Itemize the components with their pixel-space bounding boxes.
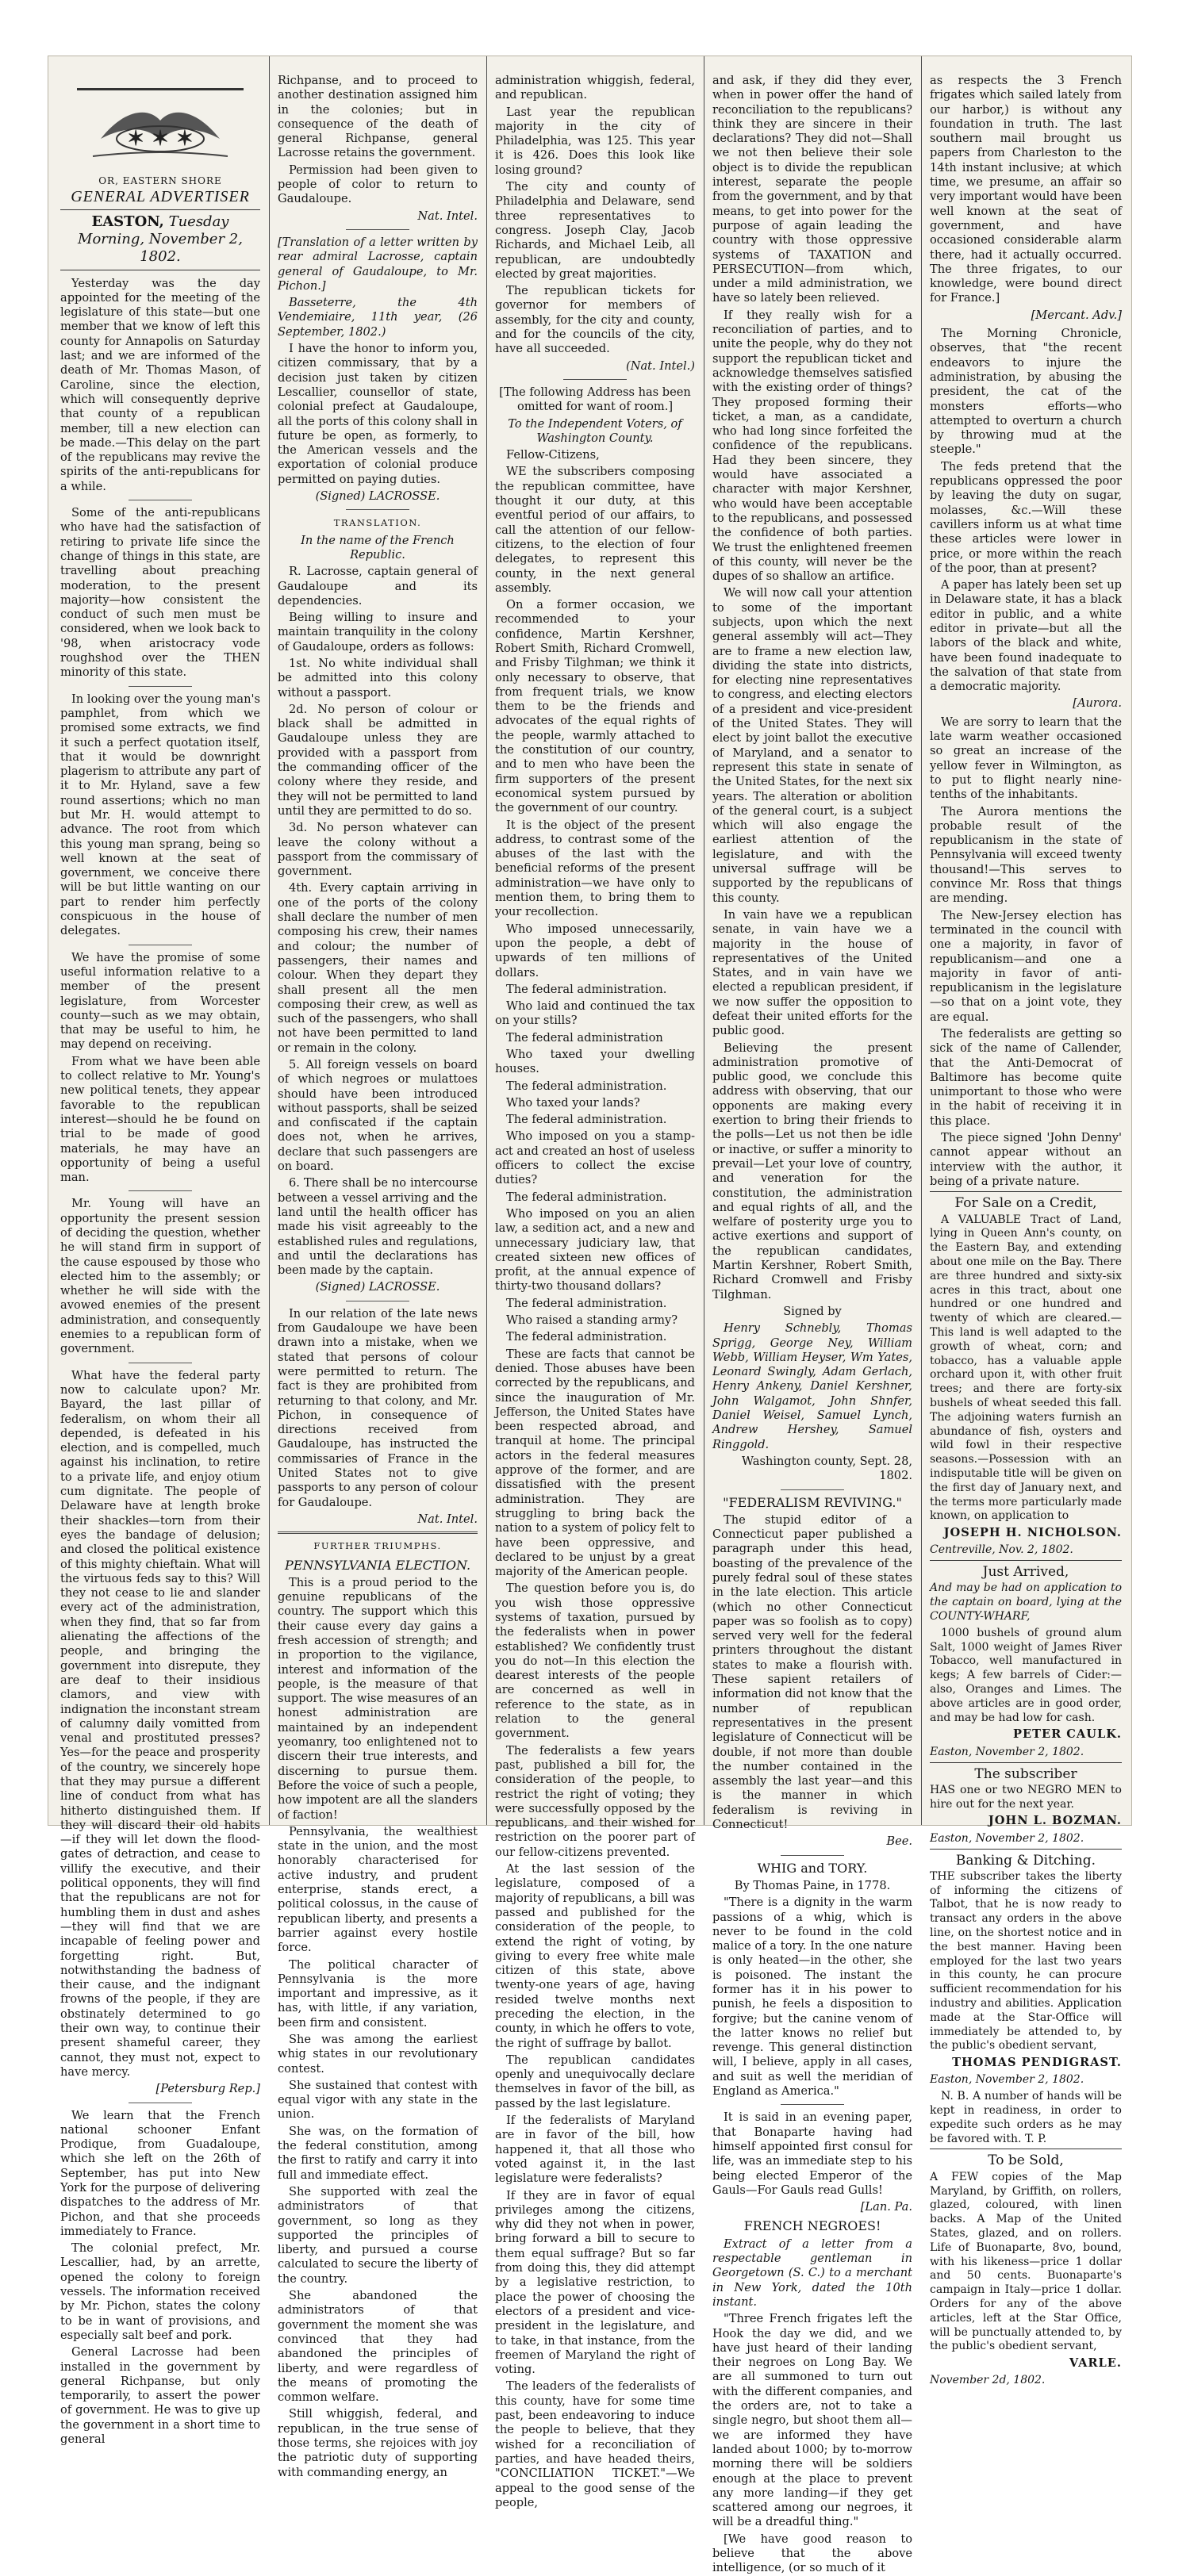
- article-paragraph: "There is a dignity in the warm passions of a whig, which is never to be found in the cold malice of a tory. In the one nature is only heated—in the other, she is poisoned. The instant the former has it in his power to punish, he feels a disposition to forgive; but the canine venom of the latter knows no relief but revenge. This general distinction will, I believe, apply in all cases, and suit as well the meridian of England as America.": [712, 1896, 912, 2099]
- source-attribution: Nat. Intel.: [417, 209, 478, 223]
- article-paragraph: [We have good reason to believe that the above intelligence, (or so much of it: [712, 2532, 912, 2575]
- signed-by: Signed by: [783, 1304, 842, 1318]
- article-paragraph: as respects the 3 French frigates which sailed lately from our harbor,) is without any foundation in truth. The last southern mail brought us papers from Charleston to the 14th instant inclusive; at which time, we presume, an affair so very important would have been well known at the seat of government, and have occasioned considerable alarm there, had it actually occurred. The three frigates, to our knowledge, were bound direct for France.]: [930, 74, 1122, 305]
- article-paragraph: Mr. Young will have an opportunity the present session of deciding the question, whether he will stand firm in support of the cause espoused by those who elected him to the assembly; or whether he will side with the avowed enemies of the present administration, and consequently enemies to a republican form of government.: [60, 1197, 260, 1356]
- article-paragraph: Richpanse, and to proceed to another destination assigned him in the colonies; but in consequence of the death of general Richpanse, general Lacrosse retains the government.: [278, 74, 478, 160]
- proclamation-heading: In the name of the French Republic.: [301, 533, 455, 562]
- article-paragraph: Last year the republican majority in the city of Philadelphia, was 125. This year it is 426. Does this look like losing ground?: [495, 105, 695, 177]
- article-paragraph: She sustained that contest with equal vigor with any state in the union.: [278, 2078, 478, 2122]
- ad-heading: Just Arrived,: [982, 1564, 1069, 1581]
- ad-advertiser: JOSEPH H. NICHOLSON.: [943, 1526, 1122, 1540]
- letter-intro: [Translation of a letter written by rear admiral Lacrosse, captain general of Gaudaloupe, to Mr. Pichon.]: [278, 235, 478, 293]
- article-paragraph: We learn that the French national schooner Enfant Prodique, from Guadaloupe, which she left on the 26th of September, has put into New York for the purpose of delivering dispatches to the address of Mr. Pichon, and that she proceeds immediately to France.: [60, 2108, 260, 2238]
- signers-list: Henry Schnebly, Thomas Sprigg, George Ney, William Webb, William Heyser, Wm Yates, Leonard Swingly, Adam Gerlach, Henry Ankeny, Daniel Kershner, John Walgamot, John Shnfer, Daniel Weisel, Samuel Lynch, Andrew Hershey, Samuel Ringgold.: [712, 1321, 912, 1451]
- answer-line: The federal administration.: [506, 1296, 667, 1310]
- dateline-place: EASTON,: [91, 213, 164, 230]
- answer-line: The federal administration.: [506, 1079, 667, 1093]
- article-paragraph: The stupid editor of a Connecticut paper published a paragraph under this head, boasting of the prevalence of the purely fedral soul of these states in the late election. This article (which no other Connecticut paper was so foolish as to copy) served very well for the federal printers throughout the distant states to make a flourish with. These sapient retailers of information did not know that the number of republican representatives in the present legislature of Connecticut will be double, if not more than double the number contained in the assembly the last year—and this is the manner in which federalism is reviving in Connecticut!: [712, 1512, 912, 1832]
- article-paragraph: This is a proud period to the genuine republicans of the country. The support which this their cause every day gains a fresh accession of strength; and in proportion to the vigilance, interest and information of the people, is the measure of that support. The wise measures of an honest administration are maintained by an independent yeomanry, too enlightened not to discern their true interests, and discerning to pursue them. Before the voice of such a people, how impotent are all the slanders of faction!: [278, 1575, 478, 1822]
- article-paragraph: Pennsylvania, the wealthiest state in the union, and the most honorably characterised for active industry, and prudent enterprise, stands erect, a political colossus, in the cause of republican liberty, and presents a barrier against every hostile force.: [278, 1824, 478, 1955]
- article-paragraph: At the last session of the legislature, composed of a majority of republicans, a bill was passed and published for the consideration of the people, to extend the right of voting, by giving to every free white male citizen of this state, above twenty-one years of age, having resided twelve months next preceding the election, in the county, in which he offers to vote, the right of suffrage by ballot.: [495, 1862, 695, 2050]
- column-4: [712, 74, 912, 2575]
- question-line: Who taxed your lands?: [506, 1095, 640, 1110]
- ad-heading: Banking & Ditching.: [955, 1852, 1096, 1869]
- section-heading: TRANSLATION.: [333, 517, 422, 529]
- ad-date: November 2d, 1802.: [930, 2374, 1046, 2387]
- ad-heading: To be Sold,: [988, 2152, 1064, 2169]
- svg-text:✶ ✶ ✶: ✶ ✶ ✶: [127, 127, 194, 151]
- divider: [346, 509, 410, 510]
- article-paragraph: In our relation of the late news from Gaudaloupe we have been drawn into a mistake, when we stated that persons of colour were permitted to return. The fact is they are prohibited from returning to that colony, and Mr. Pichon, in consequence of directions received from Gaudaloupe, has instructed the commissaries of France in the United States not to give passports to any person of colour for Gaudaloupe.: [278, 1306, 478, 1509]
- article-paragraph: The Aurora mentions the probable result of the republicanism in the state of Pennsylvania will exceed twenty thousand!—This serves to convince Mr. Ross that things are mending.: [930, 804, 1122, 906]
- article-paragraph: Still whiggish, federal, and republican, in the true sense of those terms, she rejoices with joy the patriotic duty of supporting with commanding energy, an: [278, 2407, 478, 2479]
- column-3: [495, 74, 695, 2509]
- address-date: Washington county, Sept. 28, 1802.: [742, 1454, 912, 1483]
- article-paragraph: The New-Jersey election has terminated in the council with one a majority, in favor of republicanism—and one a majority in favor of anti-republicanism in the legislature—so that on a joint vote, they are equal.: [930, 908, 1122, 1024]
- article-paragraph: We will now call your attention to some of the important subjects, upon which the next general assembly will act—They are to frame a new election law, dividing the state into districts, for electing nine representatives to congress, and electing electors of a president and vice-president of the United States. They will elect by joint ballot the executive of Maryland, and a senator to represent this state in senate of the United States, for the next six years. The alteration or abolition of the general court, is a subject which will also engage the earliest attention of the legislature, and with the universal suffrage will be supported by the republicans of this county.: [712, 586, 912, 905]
- ad-date: Centreville, Nov. 2, 1802.: [930, 1543, 1073, 1557]
- ad-intro: And may be had on application to the captain on board, lying at the COUNTY-WHARF,: [930, 1581, 1122, 1623]
- source-attribution: (Nat. Intel.): [626, 358, 695, 373]
- article-paragraph: 3d. No person whatever can leave the colony without a passport from the commissary of government.: [278, 821, 478, 879]
- ad-body: HAS one or two NEGRO MEN to hire out for the next year.: [930, 1783, 1122, 1811]
- article-paragraph: The Morning Chronicle, observes, that "the recent endeavors to injure the administration, by abusing the president, the cat of the monsters efforts—who attempted to overturn a church by throwing mud at the steeple.": [930, 327, 1122, 457]
- article-headline: WHIG and TORY.: [757, 1860, 868, 1876]
- article-paragraph: Yesterday was the day appointed for the meeting of the legislature of this state—but one member that we know of left this county for Annapolis on Saturday last; and we are informed of the death of Mr. Thomas Mason, of Caroline, since the election, which will consequently deprive that county of a republican member, till a new election can be made.—This delay on the part of the republicans may revive the spirits of the anti-republicans for a while.: [60, 276, 260, 493]
- letter-place: Basseterre, the 4th Vendemiaire, 11th year, (26 September, 1802.): [278, 296, 478, 339]
- article-paragraph: I have the honor to inform you, citizen commissary, that by a decision just taken by citizen Lescallier, counsellor of state, colonial prefect at Gaudaloupe, all the ports of this colony shall in future be open, as formerly, to the American vessels and the exportation of colonial produce permitted on paying duties.: [278, 342, 478, 486]
- column-1: [60, 74, 261, 2447]
- article-paragraph: 5. All foreign vessels on board of which negroes or mulattoes should have been introduced without passports, shall be seized and confiscated if the captain does not, when he arrives, declare that such passengers are on board.: [278, 1058, 478, 1174]
- answer-line: The federal administration: [506, 1030, 663, 1045]
- source-attribution: [Petersburg Rep.]: [155, 2082, 260, 2096]
- dateline-date: Tuesday Morning, November 2, 1802.: [78, 213, 243, 265]
- ad-advertiser: VARLE.: [1069, 2356, 1122, 2371]
- article-paragraph: What have the federal party now to calculate upon? Mr. Bayard, the last pillar of federalism, on whom their all depended, is defeated in his election, and is compelled, much against his inclination, to retire to a private life, and enjoy otium cum dignitate. The people of Delaware have at length broke their shackles—torn from their eyes the bandage of delusion; and closed the political existence of this mighty chieftain. What will the virtuous feds say to this? Will they not cease to lie and slander every act of the administration, when they find, that so far from alienating the affections of the people, and bringing the government into disrepute, they are deaf to their insidious clamors, and view with indignation the inconstant stream of calumny daily vomitted from venal and prostituted presses? Yes—for the peace and prosperity of the country, we sincerely hope that they may pursue a different line of conduct from what has hitherto distinguished them. If they will discard their old habits—if they will let down the flood-gates of detraction, and cease to villify the executive, and their political opponents, they will find that the republicans are not for humbling them in dust and ashes—they will find that we are incapable of feeling power and forgetting right. But, notwithstanding the badness of their cause, and the indignant frowns of the people, if they are obstinately determined to go their own way, to continue their present shameful career, they cannot, they must not, expect to have mercy.: [60, 1368, 260, 2079]
- article-paragraph: It is said in an evening paper, that Bonaparte having had himself appointed first consul for life, was an immediate step to his being elected Emperor of the Gauls—For Gauls read Gulls!: [712, 2110, 912, 2197]
- article-paragraph: In vain have we a republican senate, in vain have we a majority in the house of representatives of the United States, and in vain have we elected a republican president, if we now suffer the opposition to defeat their united efforts for the public good.: [712, 907, 912, 1038]
- article-paragraph: On a former occasion, we recommended to your confidence, Martin Kershner, Robert Smith, Richard Cromwell, and Frisby Tilghman; we think it only necessary to observe, that from frequent trials, we know them to be the friends and advocates of the equal rights of the people, warmly attached to the constitution of our country, and to men who have been the firm supporters of the present economical system pursued by the government of our country.: [495, 598, 695, 815]
- source-attribution: Nat. Intel.: [417, 1512, 478, 1526]
- answer-line: The federal administration.: [506, 1113, 667, 1127]
- ad-body: A FEW copies of the Map Maryland, by Griffith, on rollers, glazed, coloured, with linen backs. A Map of the United States, glazed, and on rollers. Life of Buonaparte, 8vo, bound, with his likeness—price 1 dollar and 50 cents. Buonaparte's campaign in Italy—price 1 dollar. Orders for any of the above articles, left at the Star Office, will be punctually attended to, by the public's obedient servant,: [930, 2170, 1122, 2353]
- article-paragraph: The republican candidates openly and unequivocally declare themselves in favor of the bill, as passed by the last legislature.: [495, 2053, 695, 2110]
- article-paragraph: The question before you is, do you wish those oppressive systems of taxation, pursued by the federalists when in power established? We confidently trust you do not—In this election the dearest interests of the people are concerned as well in reference to the state, as in relation to the general government.: [495, 1581, 695, 1741]
- article-paragraph: These are facts that cannot be denied. Those abuses have been corrected by the republicans, and since the inauguration of Mr. Jefferson, the United States have been respected abroad, and tranquil at home. The principal actors in the federal measures approve of the former, and are dissatisfied with the present administration. They are struggling to bring back the nation to a system of policy felt to have been oppressive, and declared to be unjust by a great majority of the American people.: [495, 1347, 695, 1579]
- advertisement-banking: [930, 1849, 1122, 2147]
- ad-date: Easton, November 2, 1802.: [930, 1831, 1084, 1845]
- dateline: [60, 209, 260, 270]
- ad-body: A VALUABLE Tract of Land, lying in Queen Ann's county, on the Eastern Bay, and extending about one mile on the Bay. There are three hundred and sixty-six acres in this tract, about one hundred or one hundred and twenty of which are cleared.—This land is well adapted to the growth of wheat, corn; and tobacco, has a valuable apple orchard upon it, with other fruit trees; and there are forty-six bushels of wheat seeded this fall. The adjoining waters furnish an abundance of fish, oysters and wild fowl in their respective seasons.—Possession with an indisputable title will be given on the first day of January next, and the terms more particularly made known, on application to: [930, 1213, 1122, 1523]
- article-paragraph: The leaders of the federalists of this county, have for some time past, been endeavoring to induce the people to believe, that they wished for a reconciliation of parties, and have headed theirs, "CONCILIATION TICKET."—We appeal to the good sense of the people,: [495, 2379, 695, 2509]
- article-headline: "FEDERALISM REVIVING.": [723, 1494, 902, 1510]
- ad-advertiser: JOHN L. BOZMAN.: [988, 1814, 1122, 1828]
- double-rule: [278, 1531, 478, 1534]
- article-paragraph: The colonial prefect, Mr. Lescallier, had, by an arrette, opened the colony to foreign vessels. The information received by Mr. Pichon, states the colony to be in want of provisions, and especially salt beef and pork.: [60, 2241, 260, 2342]
- divider: [129, 686, 193, 687]
- divider: [781, 1855, 845, 1856]
- article-paragraph: It is the object of the present address, to contrast some of the abuses of the last with the beneficial reforms of the present administration—we have only to mention them, to bring them to your recollection.: [495, 818, 695, 919]
- question-line: Who imposed on you an alien law, a sedition act, and a new and unnecessary judiciary law, that created sixteen new offices of profit, at the annual expence of thirty-two thousand dollars?: [495, 1206, 695, 1294]
- answer-line: The federal administration.: [506, 982, 667, 996]
- advertisement-hire: [930, 1762, 1122, 1846]
- answer-line: The federal administration.: [506, 1330, 667, 1344]
- ad-heading: The subscriber: [974, 1765, 1077, 1782]
- article-paragraph: If they are in favor of equal privileges among the citizens, why did they not when in power, bring forward a bill to secure to them equal suffrage? But so far from doing this, they did attempt by a legislative restriction, to place the power of choosing the electors of a president and vice-president in the legislature, and to take, in that instance, from the freemen of Maryland the right of voting.: [495, 2188, 695, 2377]
- article-paragraph: 4th. Every captain arriving in one of the ports of the colony shall declare the number of men composing his crew, their names and colour; the number of passengers, their names and colour. When they depart they shall present all the men composing their crew, as well as such of the passengers, who shall not have been permitted to land or remain in the colony.: [278, 881, 478, 1055]
- article-paragraph: Who imposed unnecessarily, upon the people, a debt of upwards of ten millions of dollars.: [495, 922, 695, 979]
- masthead-title: GENERAL ADVERTISER: [71, 188, 250, 206]
- article-headline: PENNSYLVANIA ELECTION.: [284, 1557, 471, 1573]
- column-rule: [269, 56, 270, 1825]
- article-paragraph: If they really wish for a reconciliation of parties, and to unite the people, why do they not support the republican ticket and acknowledge themselves satisfied with the existing order of things? They proposed forming their ticket, a man, as a candidate, who had long since forfeited the confidence of the republicans. Had they been sincere, they would have associated a character with major Kershner, who would have been acceptable to the republicans, and possessed the confidence of both parties. We trust the enlightened freemen of this county, will never be the dupes of so shallow an artifice.: [712, 308, 912, 584]
- masthead: [60, 77, 260, 205]
- divider: [781, 2104, 845, 2105]
- article-paragraph: The federalists are getting so sick of the name of Callender, that the Anti-Democrat of Baltimore has become quite unimportant to those who were in the habit of receiving it in this place.: [930, 1027, 1122, 1128]
- signature: (Signed) LACROSSE.: [315, 1280, 440, 1294]
- salutation: Fellow-Citizens,: [506, 448, 600, 462]
- ad-date: Easton, November 2, 1802.: [930, 1745, 1084, 1758]
- article-paragraph: General Lacrosse had been installed in the government by general Richpanse, but only temporarily, to assert the power of government. He was to give up the government in a short time to general: [60, 2345, 260, 2447]
- divider: [346, 229, 410, 230]
- column-rule: [921, 56, 922, 1825]
- question-line: Who imposed on you a stamp-act and created an host of useless officers to collect the excise duties?: [495, 1129, 695, 1187]
- ad-advertiser: PETER CAULK.: [1013, 1727, 1122, 1742]
- newspaper-page: [48, 56, 1132, 2575]
- article-paragraph: We are sorry to learn that the late warm weather occasioned so great an increase of the yellow fever in Wilmington, as to put to flight nearly nine-tenths of the inhabitants.: [930, 715, 1122, 802]
- article-headline: FRENCH NEGROES!: [743, 2218, 881, 2234]
- question-line: Who laid and continued the tax on your stills?: [495, 999, 695, 1028]
- article-paragraph: Believing the present administration promotive of public good, we conclude this address with observing, that our opponents are making every exertion to bring their friends to the polls—Let us not then be idle or inactive, or suffer a minority to prevail—Let your love of country, and veneration for the constitution, the administration and equal rights of all, and the welfare of posterity urge you to active exertions and support of the republican candidates, Martin Kershner, Robert Smith, Richard Cromwell and Frisby Tilghman.: [712, 1041, 912, 1301]
- ad-body: 1000 bushels of ground alum Salt, 1000 weight of James River Tobacco, well manufactured in kegs; A few barrels of Cider:—also, Oranges and Limes. The above articles are in good order, and may be had low for cash.: [930, 1626, 1122, 1724]
- article-paragraph: 6. There shall be no intercourse between a vessel arriving and the land until the health officer has made his visit agreeably to the established rules and regulations, and until the declarations has been made by the captain.: [278, 1176, 478, 1278]
- source-attribution: Bee.: [886, 1834, 912, 1849]
- question-line: Who raised a standing army?: [506, 1313, 678, 1328]
- article-paragraph: and ask, if they did they ever, when in power offer the hand of reconciliation to the republicans? think they are sincere in their declarations? They did not—Shall we not then believe their sole object is to divide the republican interest, separate the people from the government, and by that means, to get into power for the purpose of again leading the country with those oppressive systems of TAXATION and PERSECUTION—from which, under a mild administration, we have so lately been relieved.: [712, 74, 912, 305]
- ad-note: N. B. A number of hands will be kept in readiness, in order to expedite such orders as he may be favored with. T. P.: [930, 2090, 1122, 2145]
- article-paragraph: A paper has lately been set up in Delaware state, it has a black editor in public, and a white editor in private—but all the labors of the black and white, have been found inadequate to the salvation of that state from a democratic majority.: [930, 578, 1122, 694]
- ad-date: Easton, November 2, 1802.: [930, 2073, 1084, 2087]
- answer-line: The federal administration.: [506, 1190, 667, 1204]
- question-line: Who taxed your dwelling houses.: [495, 1048, 695, 1076]
- advertisement-land: [930, 1191, 1122, 1558]
- divider: [129, 1190, 193, 1191]
- article-paragraph: R. Lacrosse, captain general of Gaudaloupe and its dependencies.: [278, 565, 478, 608]
- source-attribution: [Mercant. Adv.]: [1031, 308, 1122, 322]
- article-paragraph: The federalists a few years past, published a bill for, the consideration of the people, to restrict the right of voting; they were successfully opposed by the republicans, and their wished for restriction on the poorer part of our fellow-citizens prevented.: [495, 1743, 695, 1859]
- article-paragraph: Some of the anti-republicans who have had the satisfaction of retiring to private life since the change of things in this state, are travelling about preaching moderation, to the present majority—how consistent the conduct of such men must be considered, when we look back to '98, when aristocracy vode roughshod over the THEN minority of this state.: [60, 506, 260, 680]
- section-heading: FURTHER TRIUMPHS.: [313, 1540, 442, 1552]
- source-attribution: [Aurora.: [1073, 696, 1122, 711]
- article-paragraph: 2d. No person of colour or black shall be admitted in Gaudaloupe unless they are provided with a passport from the commanding officer of the colony where they reside, and they will not be permitted to land until they are permitted to do so.: [278, 702, 478, 818]
- advertisement-maps: [930, 2149, 1122, 2388]
- divider: [563, 379, 628, 380]
- star-eagle-masthead-icon: [77, 77, 244, 172]
- article-paragraph: She was among the earliest whig states in our revolutionary contest.: [278, 2033, 478, 2076]
- column-rule: [486, 56, 487, 1825]
- article-paragraph: If the federalists of Maryland are in favor of the bill, how happened it, that all those who voted against it, in the last legislature were federalists?: [495, 2114, 695, 2186]
- ad-advertiser: THOMAS PENDIGRAST.: [952, 2056, 1122, 2070]
- article-paragraph: The city and county of Philadelphia and Delaware, send three representatives to congress. Joseph Clay, Jacob Richards, and Michael Leib, all republican, are undoubtedly elected by great majorities.: [495, 180, 695, 281]
- article-paragraph: In looking over the young man's pamphlet, from which we promised some extracts, we find it such a perfect quotation itself, that it would be downright plagerism to attribute any part of it to Mr. Hyland, save a few round assertions; which no man but Mr. H. would attempt to advance. The root from which this young man sprang, being so well known at the seat of government, we conceive there will be but little wanting on our part to render him perfectly conspicuous in the house of delegates.: [60, 692, 261, 938]
- article-paragraph: Being willing to insure and maintain tranquility in the colony of Gaudaloupe, orders as follows:: [278, 611, 478, 654]
- ad-heading: For Sale on a Credit,: [954, 1195, 1097, 1212]
- article-paragraph: She was, on the formation of the federal constitution, among the first to ratify and carry it into full and immediate effect.: [278, 2124, 478, 2182]
- address-heading: To the Independent Voters, of Washington County.: [508, 416, 682, 445]
- ad-body: THE subscriber takes the liberty of informing the citizens of Talbot, that he is now ready to transact any orders in the above line, on the shortest notice and in the best manner. Having been employed for the last two years in this county, he can procure sufficient recommendation for his industry and abilities. Application made at the Star-Office will immediately be attended to, by the public's obedient servant,: [930, 1869, 1122, 2053]
- divider: [781, 1489, 845, 1490]
- article-paragraph: "Three French frigates left the Hook the day we did, and we have just heard of their landing their negroes on Long Bay. We are all summoned to turn out with the different companies, and the orders are, not to take a single negro, but shoot them all—we are informed they have landed about 1000; by to-morrow morning there will be soldiers enough at the place to prevent any more landing—if they get scattered among our negroes, it will be a dreadful thing.": [712, 2312, 912, 2529]
- column-2: [278, 74, 478, 2479]
- article-paragraph: The feds pretend that the republicans oppressed the poor by leaving the duty on sugar, molasses, &c.—Will these cavillers inform us at what time these articles were lower in price, or more within the reach of the poor, than at present?: [930, 459, 1122, 575]
- article-paragraph: The piece signed 'John Denny' cannot appear without an interview with the author, it being of a private nature.: [930, 1131, 1122, 1188]
- letter-intro: Extract of a letter from a respectable gentleman in Georgetown (S. C.) to a merchant in New York, dated the 10th instant.: [712, 2237, 912, 2309]
- article-paragraph: She supported with zeal the administrators of that government, so long as they supported the principles of liberty, and pursued a course calculated to secure the liberty of the country.: [278, 2184, 478, 2286]
- column-5: [930, 74, 1122, 2387]
- article-paragraph: 1st. No white individual shall be admitted into this colony without a passport.: [278, 656, 478, 700]
- editor-note: [The following Address has been omitted for want of room.]: [499, 385, 691, 414]
- article-paragraph: She abandoned the administrators of that government the moment she was convinced that they had abandoned the principles of liberty, and were regardless of the means of promoting the common welfare.: [278, 2289, 478, 2405]
- article-paragraph: WE the subscribers composing the republican committee, have thought it our duty, at this eventful period of our affairs, to call the attention of our fellow-citizens, to the election of four delegates, to represent this county, in the next general assembly.: [495, 465, 695, 595]
- advertisement-arrived: [930, 1560, 1122, 1759]
- masthead-subtitle: OR, EASTERN SHORE: [98, 175, 222, 186]
- source-attribution: [Lan. Pa.: [860, 2200, 912, 2214]
- article-paragraph: administration whiggish, federal, and republican.: [495, 74, 695, 102]
- signature: (Signed) LACROSSE.: [315, 489, 440, 504]
- article-paragraph: The political character of Pennsylvania is the more important and impressive, as it has, with little, if any variation, been firm and consistent.: [278, 1957, 478, 2030]
- article-paragraph: The republican tickets for governor for members of assembly, for the city and county, and for the councils of the city, have all succeeded.: [495, 284, 695, 356]
- article-paragraph: We have the promise of some useful information relative to a member of the present legislature, from Worcester county—such as we may obtain, that may be useful to him, he may depend on receiving.: [60, 950, 260, 1052]
- byline: By Thomas Paine, in 1778.: [734, 1878, 891, 1892]
- article-paragraph: From what we have been able to collect relative to Mr. Young's new political tenets, they appear favorable to the republican interest—should he be found on trial to be made of good materials, he may have an opportunity of being a useful man.: [60, 1054, 260, 1185]
- article-paragraph: Permission had been given to people of color to return to Gaudaloupe.: [278, 163, 478, 206]
